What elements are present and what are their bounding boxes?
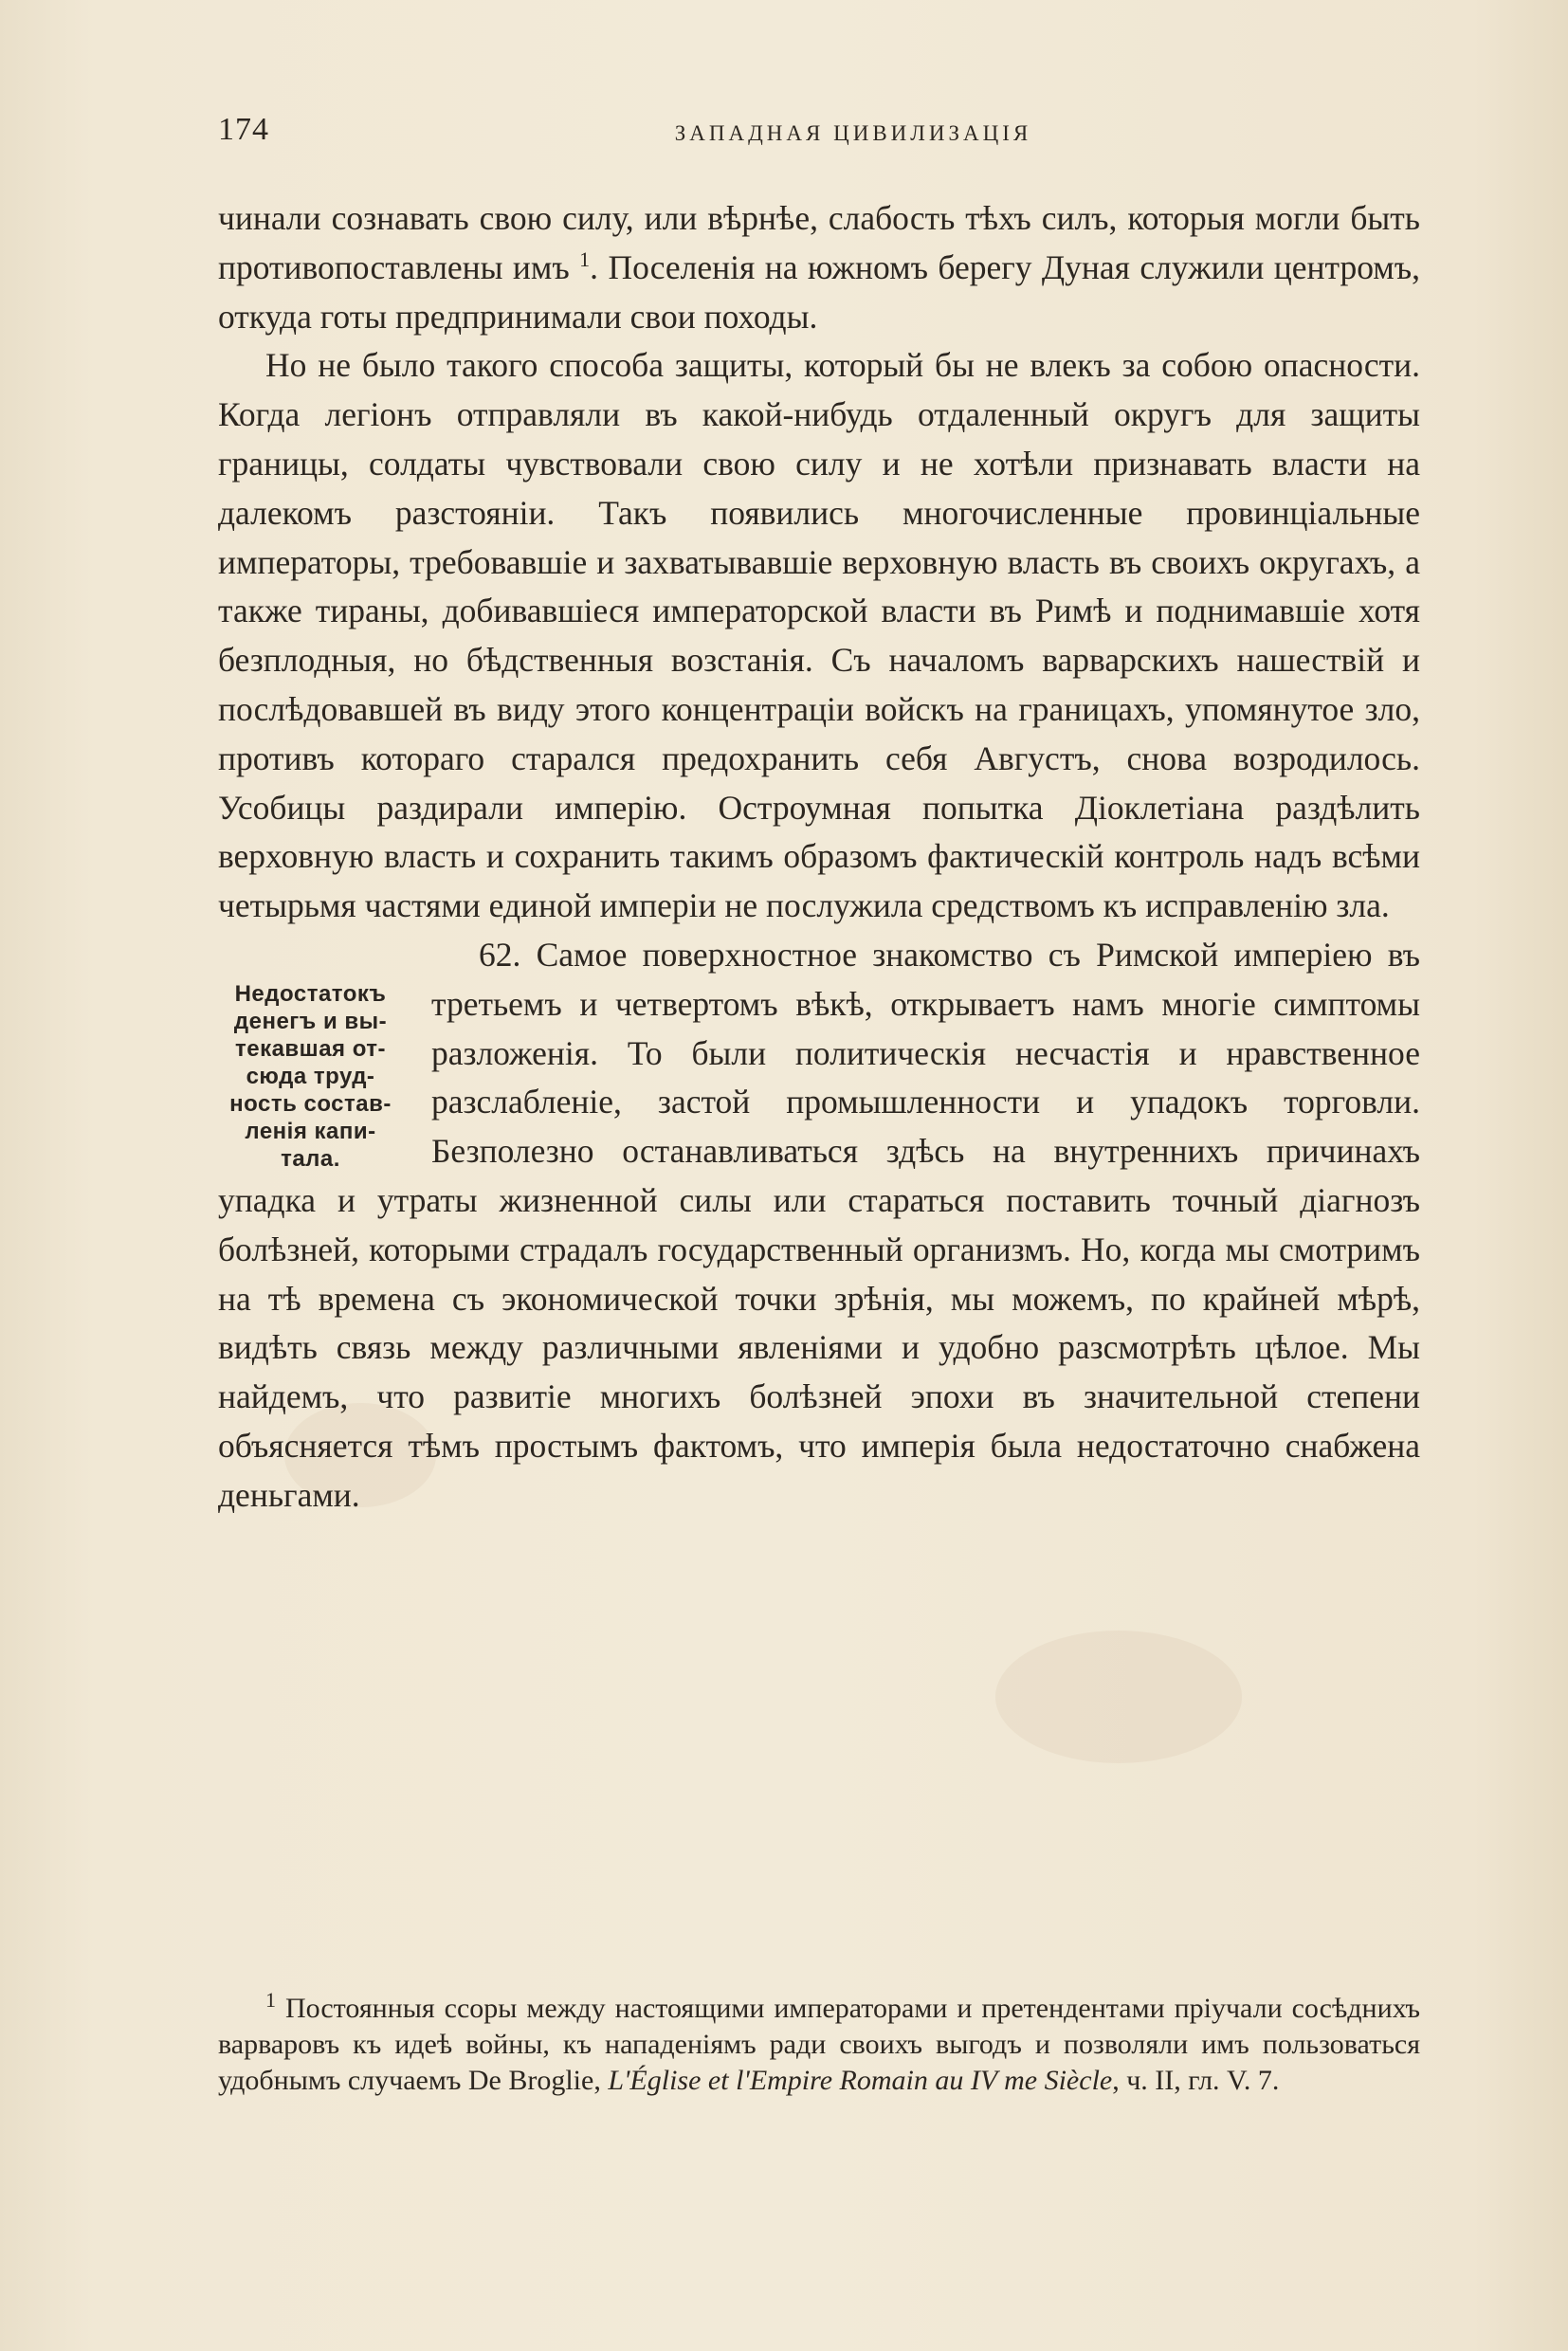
paragraph [218, 194, 1420, 341]
footnote-text [218, 1988, 1421, 2099]
body-text [218, 194, 1420, 1521]
running-head: ЗАПАДНАЯ ЦИВИЛИЗАЦІЯ [674, 121, 1032, 145]
margin-note-line: сюда труд- [246, 1063, 375, 1089]
margin-note-line: ность состав- [229, 1090, 392, 1117]
footnote-body: Постоянныя ссоры между настоящими императорами и претендентами пріучали сосѣднихъ варваровъ къ идеѣ войны, къ нападеніямъ ради своихъ выгодъ и позволяли имъ пользоваться удобнымъ случаемъ De Broglie, [218, 1993, 1421, 2096]
footnote-tail: , ч. II, гл. V. 7. [1112, 2065, 1280, 2096]
footnote-reference: 1 [579, 246, 591, 271]
margin-note-line: текавшая от- [234, 1035, 387, 1062]
margin-note-line: Недостатокъ [234, 980, 387, 1007]
footnote [218, 1988, 1421, 2099]
page-header [218, 112, 1417, 159]
page-number: 174 [218, 112, 269, 147]
paragraph-text: . Поселенія на южномъ берегу Дуная служили центромъ, откуда готы предпринимали свои походы. [218, 247, 1420, 336]
margin-note-line: ленія капи- [245, 1118, 376, 1144]
section-62 [218, 931, 1420, 1521]
footnote-citation-title: L'Église et l'Empire Romain au IV me Siècle [608, 2065, 1113, 2096]
margin-note [218, 980, 403, 1173]
paragraph: 62. Самое поверхностное знакомство съ Римской имперіею въ третьемъ и четвертомъ вѣкѣ, открываетъ намъ многіе симптомы разложенія. То были политическія несчастія и нравственное разслабленіе, застой промышленности и упадокъ торговли. Безполезно останавливаться здѣсь на внутреннихъ причинахъ упадка и утраты жизненной силы или стараться поставить точный діагнозъ болѣзней, которыми страдалъ государственный организмъ. Но, когда мы смотримъ на тѣ времена съ экономической точки зрѣнія, мы можемъ, по крайней мѣрѣ, видѣть связь между различными явленіями и удобно разсмотрѣть цѣлое. Мы найдемъ, что развитіе многихъ болѣзней эпохи въ значительной степени объясняется тѣмъ простымъ фактомъ, что имперія была недостаточно снабжена деньгами. [218, 935, 1420, 1514]
margin-note-line: денегъ и вы- [233, 1008, 388, 1034]
footnote-mark: 1 [265, 1988, 276, 2012]
paragraph-text: чинали сознавать свою силу, или вѣрнѣе, слабость тѣхъ силъ, которыя могли быть противопоставлены имъ [218, 199, 1420, 286]
paragraph: Но не было такого способа защиты, который бы не влекъ за собою опасности. Когда легіонъ отправляли въ какой-нибудь отдаленный округъ для защиты границы, солдаты чувствовали свою силу и не хотѣли признавать власти на далекомъ разстояніи. Такъ появились многочисленные провинціальные императоры, требовавшіе и захватывавшіе верховную власть въ своихъ округахъ, а также тираны, добивавшіеся императорской власти въ Римѣ и поднимавшіе хотя безплодныя, но бѣдственныя возстанія. Съ началомъ варварскихъ нашествій и послѣдовавшей въ виду этого концентраціи войскъ на границахъ, упомянутое зло, противъ котораго старался предохранить себя Августъ, снова возродилось. Усобицы раздирали имперію. Остроумная попытка Діоклетіана раздѣлить верховную власть и сохранить такимъ образомъ фактическій контроль надъ всѣми четырьмя частями единой имперіи не послужила средствомъ къ исправленію зла. [218, 346, 1420, 925]
margin-note-line: тала. [281, 1145, 340, 1172]
paper-stain [995, 1631, 1242, 1763]
